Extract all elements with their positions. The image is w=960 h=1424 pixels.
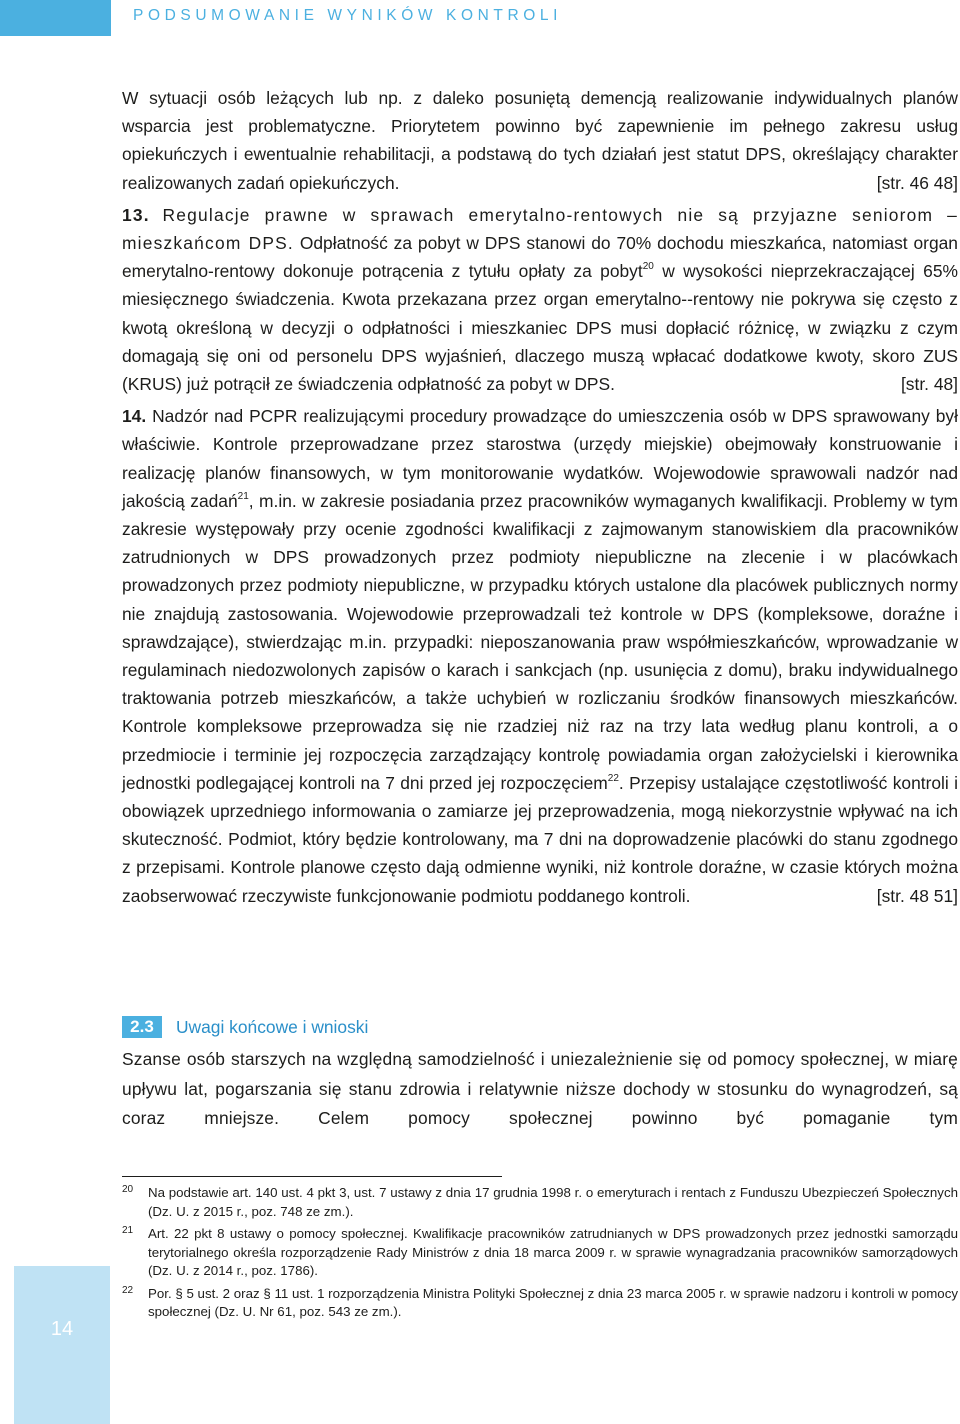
finding-text: Odpłatność za pobyt w DPS stanowi do 70% dochodu mieszkańca, natomiast organ emerytalno-rentowy dokonuje potrącenia z tytułu opłaty za pobyt — [122, 233, 958, 282]
page-reference: [str. 48 51] — [876, 885, 958, 906]
paragraph-intro — [122, 84, 958, 197]
page-number: 14 — [50, 1318, 74, 1340]
footnote-ref: 22 — [607, 773, 619, 785]
page-number-tab — [14, 1266, 110, 1424]
page-reference: [str. 48] — [900, 374, 958, 395]
footnote-21 — [122, 1225, 958, 1281]
section-heading — [122, 1016, 368, 1038]
header-title: PODSUMOWANIE WYNIKÓW KONTROLI — [133, 7, 563, 24]
footnote-number: 21 — [122, 1225, 134, 1236]
footnote-divider — [122, 1176, 502, 1177]
footnote-text: Por. § 5 ust. 2 oraz § 11 ust. 1 rozporządzenia Ministra Polityki Społecznej z dnia 23 marca 2005 r. w sprawie nadzoru i kontroli w pomocy społecznej (Dz. U. Nr 61, poz. 543 ze zm.). — [148, 1285, 958, 1319]
section-number: 2.3 — [122, 1016, 162, 1038]
footnotes — [122, 1184, 958, 1326]
finding-text: w wysokości nieprzekraczającej 65% miesięcznego świadczenia. Kwota przekazana przez organ emerytalno--rentowy nie pokrywa się często z kwotą określoną w decyzji o odpłatności i mieszkaniec DPS musi dopłacić różnicę, w związku z czym domagają się oni od personelu DPS wyjaśnień, dlaczego muszą wpłacać dodatkowe kwoty, skoro ZUS (KRUS) już potrącił ze świadczenia odpłatność za pobyt w DPS. — [122, 261, 958, 395]
finding-text: Kontrole przeprowadzane przez starostwa (urzędy miejskie) obejmowały konstruowanie i realizację planów finansowych, w tym monitorowanie wydatków. Wojewodowie sprawowali nadzór nad jakością zadań — [122, 434, 958, 511]
finding-14 — [122, 402, 958, 910]
paragraph-text: W sytuacji osób leżących lub np. z daleko posuniętą demencją realizowanie indywidualnych planów wsparcia jest problematyczne. Priorytetem powinno być zapewnienie im pełnego zakresu usług opiekuńczych i ewentualnie rehabilitacji, a podstawą do tych działań jest statut DPS, określający charakter realizowanych zadań opiekuńczych. — [122, 88, 958, 193]
footnote-20 — [122, 1184, 958, 1221]
section-title: Uwagi końcowe i wnioski — [176, 1016, 369, 1037]
footnote-ref: 21 — [237, 491, 249, 503]
main-content — [122, 84, 958, 910]
finding-13 — [122, 201, 958, 398]
footnote-ref: 20 — [642, 261, 654, 273]
finding-number: 13. — [122, 204, 150, 225]
finding-lead: Nadzór nad PCPR realizującymi procedury prowadzące do umieszczenia osób w DPS sprawowany był właściwie. — [122, 406, 958, 455]
header-accent-block — [0, 0, 111, 36]
section-body — [122, 1045, 958, 1134]
finding-text: . Przepisy ustalające częstotliwość kontroli i obowiązek uprzedniego informowania o zamiarze jej przeprowadzenia, mogą niekorzystnie wpływać na ich skuteczność. Podmiot, który będzie kontrolowany, ma 7 dni na doprowadzenie placówki do stanu zgodnego z przepisami. Kontrole planowe często dają odmienne wyniki, niż kontrole doraźne, w czasie których można zaobserwować rzeczywiste funkcjonowanie podmiotu poddanego kontroli. — [122, 772, 958, 906]
finding-number: 14. — [122, 406, 147, 427]
page-header — [0, 0, 960, 36]
section-paragraph: Szanse osób starszych na względną samodzielność i uniezależnienie się od pomocy społecznej, w miarę upływu lat, pogarszania się stanu zdrowia i relatywnie niższe dochody w stosunku do wynagrodzeń, są coraz mniejsze. Celem pomocy społecznej powinno być pomaganie tym — [122, 1049, 958, 1128]
footnote-22 — [122, 1285, 958, 1322]
footnote-number: 22 — [122, 1284, 134, 1296]
page-reference: [str. 46 48] — [876, 172, 958, 193]
footnote-text: Na podstawie art. 140 ust. 4 pkt 3, ust. 7 ustawy z dnia 17 grudnia 1998 r. o emeryturach i rentach z Funduszu Ubezpieczeń Społecznych (Dz. U. z 2015 r., poz. 748 ze zm.). — [148, 1185, 958, 1219]
footnote-number: 20 — [122, 1184, 134, 1195]
finding-text: , m.in. w zakresie posiadania przez pracowników wymaganych kwalifikacji. Problemy w tym zakresie występowały przy ocenie zgodności kwalifikacji z zajmowanym stanowiskiem dla pracowników zatrudnionych w DPS prowadzonych przez podmioty niepubliczne na zlecenie i w placówkach prowadzonych przez podmioty niepubliczne, w przypadku których ustalone dla placówek publicznych normy nie znajdują zastosowania. Wojewodowie przeprowadzali też kontrole w DPS (kompleksowe, doraźne i sprawdzające), stwierdzając m.in. przypadki: nieposzanowania praw współmieszkańców, wprowadzanie w regulaminach niedozwolonych zapisów o karach i sankcjach (np. usunięcia z domu), braku indywidualnego traktowania potrzeb mieszkańców, a także uchybień w rozliczaniu środków finansowych mieszkańców. Kontrole kompleksowe przeprowadza się nie rzadziej niż raz na trzy lata według planu kontroli, a o przedmiocie i terminie jej rozpoczęcia zarządzający kontrolę powiadamia organ założycielski i kierownika jednostki podlegającej kontroli na 7 dni przed jej rozpoczęciem — [122, 490, 959, 793]
finding-lead: Regulacje prawne w sprawach emerytalno-rentowych nie są przyjazne seniorom – mieszkańcom DPS. — [122, 204, 959, 254]
footnote-text: Art. 22 pkt 8 ustawy o pomocy społecznej. Kwalifikacje pracowników zatrudnianych w DPS prowadzonych przez jednostki samorządu terytorialnego określa rozporządzenie Rady Ministrów z dnia 18 marca 2009 r. w sprawie wynagradzania pracowników samorządowych (Dz. U. z 2014 r., poz. 1786). — [148, 1226, 958, 1278]
